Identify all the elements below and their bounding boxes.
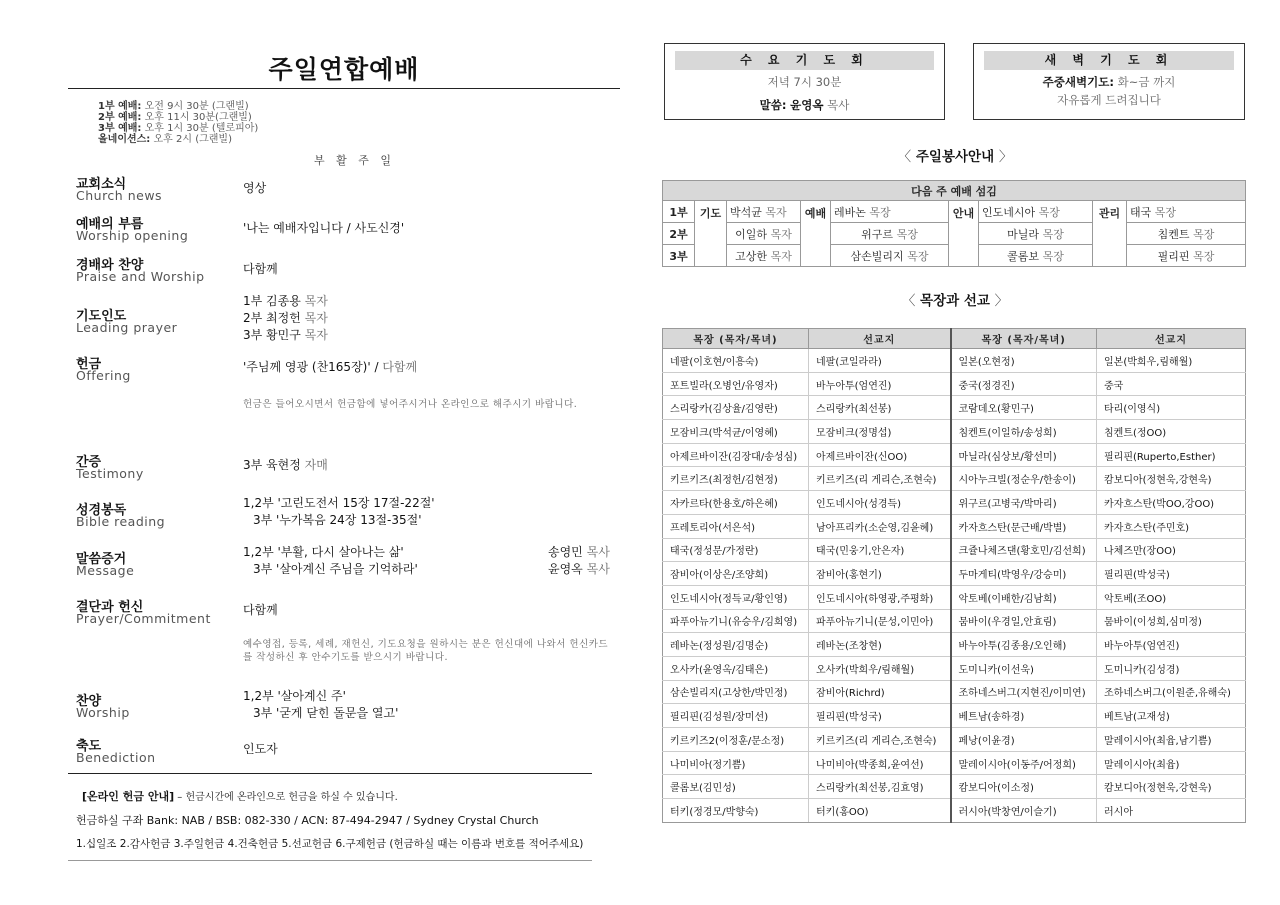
section-note: 헌금은 들어오시면서 헌금함에 넣어주시거나 온라인으로 해주시기 바랍니다. bbox=[243, 399, 578, 410]
online-offering-notice: [온라인 헌금 안내] – 헌금시간에 온라인으로 헌금을 하실 수 있습니다. bbox=[82, 790, 398, 803]
section-value: 인도자 bbox=[243, 742, 278, 756]
table-cell: 바누아투(엄연진) bbox=[809, 372, 951, 396]
table-cell: 시아누크빌(정순우/한송이) bbox=[951, 467, 1097, 491]
table-header-row bbox=[663, 329, 1246, 349]
prayer-preacher: 말씀: 윤영옥 목사 bbox=[759, 98, 850, 112]
section-note: 예수영접, 등록, 세례, 재헌신, 기도요청을 원하시는 분은 헌신대에 나와서 헌신카드를 작성하신 후 안수기도를 받으시기 바랍니다. bbox=[243, 639, 609, 663]
table-cell: 뭄바이(우경일,안효림) bbox=[951, 609, 1097, 633]
table-row: 2부 이일하 목자 위구르 목장 마닐라 목장 침켄트 목장 bbox=[663, 223, 1246, 245]
table-cell: 바누아투(엄연진) bbox=[1097, 633, 1246, 657]
table-cell: 러시아 bbox=[1097, 799, 1246, 823]
service-table bbox=[662, 180, 1246, 267]
section-title: 예배의 부름 bbox=[76, 217, 144, 232]
table-cell: 태국(민웅기,안은자) bbox=[809, 538, 951, 562]
table-row bbox=[663, 467, 1246, 491]
section-title: 찬양 bbox=[76, 694, 102, 709]
column-header: 목장 (목자/목녀) bbox=[951, 329, 1097, 349]
service-time-row: 1부 예배: 오전 9시 30분 (그랜빌) bbox=[98, 101, 249, 112]
table-cell: 레바논(조창현) bbox=[809, 633, 951, 657]
section-value: 1부 김종용 목자 2부 최정헌 목자 3부 황민구 목자 bbox=[243, 294, 328, 342]
table-header: 다음 주 예배 섬김 bbox=[663, 181, 1246, 201]
table-cell: 파푸아뉴기니(문성,이민아) bbox=[809, 609, 951, 633]
section-value: 영상 bbox=[243, 181, 267, 195]
table-cell: 오사카(윤영옥/김태은) bbox=[663, 656, 809, 680]
bank-account: 헌금하실 구좌 Bank: NAB / BSB: 082-330 / ACN: 87-494-2947 / Sydney Crystal Church bbox=[76, 814, 539, 827]
table-cell: 중국(정경진) bbox=[951, 372, 1097, 396]
preacher-names: 송영민 목사 윤영옥 목사 bbox=[548, 545, 610, 576]
table-row bbox=[663, 680, 1246, 704]
table-row bbox=[663, 633, 1246, 657]
table-cell: 인도네시아(성경득) bbox=[809, 491, 951, 515]
table-cell: 네팔(코일라라) bbox=[809, 349, 951, 373]
table-row bbox=[663, 514, 1246, 538]
table-cell: 악토베(이배한/김남희) bbox=[951, 585, 1097, 609]
service-time-row: 3부 예배: 오후 1시 30분 (텔로피아) bbox=[98, 123, 259, 134]
section-subtitle: Offering bbox=[76, 368, 131, 383]
table-row bbox=[663, 751, 1246, 775]
table-cell: 파푸아뉴기니(유승우/김희영) bbox=[663, 609, 809, 633]
box-title: 새 벽 기 도 회 bbox=[984, 51, 1234, 70]
table-cell: 필리핀(박성국) bbox=[1097, 562, 1246, 586]
table-cell: 프레토리아(서은석) bbox=[663, 514, 809, 538]
table-row bbox=[663, 775, 1246, 799]
table-cell: 침켄트(이일하/송성희) bbox=[951, 420, 1097, 444]
table-row bbox=[663, 728, 1246, 752]
table-cell: 태국(정성문/가정란) bbox=[663, 538, 809, 562]
table-cell: 아제르바이잔(김장대/송성심) bbox=[663, 443, 809, 467]
table-cell: 나체즈만(장OO) bbox=[1097, 538, 1246, 562]
table-cell: 필리핀(박성국) bbox=[809, 704, 951, 728]
table-cell: 위구르(고병국/박마리) bbox=[951, 491, 1097, 515]
table-cell: 카자흐스탄(문근배/박별) bbox=[951, 514, 1097, 538]
section-subtitle: Church news bbox=[76, 188, 163, 203]
table-row bbox=[663, 372, 1246, 396]
table-cell: 마닐라(심상보/황선미) bbox=[951, 443, 1097, 467]
section-subtitle: Testimony bbox=[76, 466, 144, 481]
section-subtitle: Leading prayer bbox=[76, 320, 178, 335]
column-header: 선교지 bbox=[1097, 329, 1246, 349]
section-title: 경배와 찬양 bbox=[76, 258, 144, 273]
table-row bbox=[663, 704, 1246, 728]
table-cell: 캄보디아(정현욱,강현욱) bbox=[1097, 467, 1246, 491]
table-cell: 페낭(이윤경) bbox=[951, 728, 1097, 752]
table-row bbox=[663, 420, 1246, 444]
table-cell: 조하네스버그(지현진/이미연) bbox=[951, 680, 1097, 704]
section-subtitle: Worship opening bbox=[76, 228, 189, 243]
table-cell: 캄보디아(이소정) bbox=[951, 775, 1097, 799]
table-cell: 말레이시아(최윱) bbox=[1097, 751, 1246, 775]
section-value: 다함께 bbox=[243, 262, 278, 276]
table-cell: 베트남(고재성) bbox=[1097, 704, 1246, 728]
table-row bbox=[663, 585, 1246, 609]
service-time-row: 2부 예배: 오후 11시 30분(그랜빌) bbox=[98, 112, 252, 123]
mission-table bbox=[662, 328, 1246, 823]
table-cell: 오사카(박희우/림해월) bbox=[809, 656, 951, 680]
table-row bbox=[663, 349, 1246, 373]
section-value: 3부 육현정 자매 bbox=[243, 458, 328, 472]
table-row bbox=[663, 562, 1246, 586]
table-cell: 코람데오(황민구) bbox=[951, 396, 1097, 420]
dawn-prayer-box bbox=[973, 43, 1245, 120]
table-cell: 두마게티(박영우/강승미) bbox=[951, 562, 1097, 586]
wednesday-prayer-box bbox=[664, 43, 945, 120]
section-title: 말씀증거 bbox=[76, 552, 127, 567]
table-cell: 필리핀(Ruperto,Esther) bbox=[1097, 443, 1246, 467]
table-cell: 인도네시아(정득교/황인영) bbox=[663, 585, 809, 609]
table-cell: 모잠비크(정명섭) bbox=[809, 420, 951, 444]
worship-bulletin bbox=[68, 40, 620, 870]
section-subtitle: Worship bbox=[76, 705, 130, 720]
table-cell: 키르키즈2(이정훈/문소정) bbox=[663, 728, 809, 752]
table-cell: 말레이시아(최윱,남기쁨) bbox=[1097, 728, 1246, 752]
table-cell: 뭄바이(이성희,심미정) bbox=[1097, 609, 1246, 633]
page-title: 주일연합예배 bbox=[268, 55, 420, 84]
table-cell: 자카르타(한용호/하은혜) bbox=[663, 491, 809, 515]
table-row: 1부 기도 박석균 목자 예배 레바논 목장 안내 인도네시아 목장 관리 태국 목장 bbox=[663, 201, 1246, 223]
table-cell: 터키(홍OO) bbox=[809, 799, 951, 823]
section-value: 다함께 bbox=[243, 603, 278, 617]
table-cell: 침켄트(정OO) bbox=[1097, 420, 1246, 444]
section-title: 결단과 헌신 bbox=[76, 600, 144, 615]
table-cell: 타리(이영식) bbox=[1097, 396, 1246, 420]
table-cell: 도미니카(김성경) bbox=[1097, 656, 1246, 680]
table-cell: 필리핀(김성원/장미선) bbox=[663, 704, 809, 728]
table-cell: 스리랑카(최선봉,김효영) bbox=[809, 775, 951, 799]
prayer-note: 자유롭게 드려집니다 bbox=[1057, 93, 1161, 107]
divider bbox=[68, 860, 592, 861]
table-cell: 카자흐스탄(주민호) bbox=[1097, 514, 1246, 538]
table-cell: 캄보디아(정현욱,강현욱) bbox=[1097, 775, 1246, 799]
table-cell: 바누아투(김종용/오인해) bbox=[951, 633, 1097, 657]
prayer-schedule: 주중새벽기도: 화~금 까지 bbox=[1042, 75, 1176, 89]
section-subtitle: Bible reading bbox=[76, 514, 166, 529]
section-value: 1,2부 '살아계신 주' 3부 '굳게 닫힌 돌문을 열고' bbox=[243, 689, 399, 720]
table-cell: 조하네스버그(이원준,유해숙) bbox=[1097, 680, 1246, 704]
table-row bbox=[663, 799, 1246, 823]
table-cell: 잠비아(이상은/조양희) bbox=[663, 562, 809, 586]
table-row: 3부 고상한 목자 삼손빌리지 목장 콜롬보 목장 필리핀 목장 bbox=[663, 245, 1246, 267]
prayer-time: 저녁 7시 30분 bbox=[767, 75, 842, 89]
section-title: 축도 bbox=[76, 739, 102, 754]
table-cell: 말레이시아(이동주/어정희) bbox=[951, 751, 1097, 775]
table-cell: 콜롬보(김민성) bbox=[663, 775, 809, 799]
table-cell: 러시아(박창연/이슬기) bbox=[951, 799, 1097, 823]
table-cell: 스리랑카(김상율/김영란) bbox=[663, 396, 809, 420]
section-value: 1,2부 '고린도전서 15장 17절-22절' 3부 '누가복음 24장 13절-35절' bbox=[243, 496, 435, 527]
section-title: 헌금 bbox=[76, 357, 102, 372]
section-subtitle: Benediction bbox=[76, 750, 156, 765]
table-cell: 인도네시아(하영광,주평화) bbox=[809, 585, 951, 609]
table-cell: 잠비아(홍현기) bbox=[809, 562, 951, 586]
table-cell: 카자흐스탄(박OO,강OO) bbox=[1097, 491, 1246, 515]
table-cell: 키르키즈(리 게리슨,조현숙) bbox=[809, 728, 951, 752]
table-cell: 도미니카(이선욱) bbox=[951, 656, 1097, 680]
table-cell: 레바논(정성원/김명순) bbox=[663, 633, 809, 657]
table-cell: 아제르바이잔(신OO) bbox=[809, 443, 951, 467]
section-title: 기도인도 bbox=[76, 309, 127, 324]
section-subtitle: Prayer/Commitment bbox=[76, 611, 211, 626]
table-cell: 크쥴나체즈댄(황호민/김선희) bbox=[951, 538, 1097, 562]
box-title: 수 요 기 도 회 bbox=[675, 51, 934, 70]
sunday-label: 부 활 주 일 bbox=[314, 154, 395, 167]
section-subtitle: Message bbox=[76, 563, 135, 578]
section-title: 간증 bbox=[76, 455, 102, 470]
table-cell: 남아프리카(소순영,김윤혜) bbox=[809, 514, 951, 538]
title-divider bbox=[68, 88, 620, 89]
table-cell: 나미비아(정기쁨) bbox=[663, 751, 809, 775]
table-cell: 터키(정경모/박향숙) bbox=[663, 799, 809, 823]
table-cell: 네팔(이호현/이흥숙) bbox=[663, 349, 809, 373]
table-cell: 일본(박희우,림해월) bbox=[1097, 349, 1246, 373]
table-cell: 포트빌라(오병언/유영자) bbox=[663, 372, 809, 396]
offering-types: 1.십일조 2.감사헌금 3.주일헌금 4.건축헌금 5.선교헌금 6.구제헌금 (헌금하실 때는 이름과 번호를 적어주세요) bbox=[76, 838, 584, 850]
table-cell: 중국 bbox=[1097, 372, 1246, 396]
section-value: '주님께 영광 (찬165장)' / 다함께 bbox=[243, 360, 418, 374]
table-cell: 악토베(조OO) bbox=[1097, 585, 1246, 609]
column-header: 선교지 bbox=[809, 329, 951, 349]
table-cell: 베트남(송하경) bbox=[951, 704, 1097, 728]
table-row bbox=[663, 609, 1246, 633]
table-row bbox=[663, 491, 1246, 515]
table-row bbox=[663, 656, 1246, 680]
mission-section-title: 〈 목장과 선교 〉 bbox=[901, 293, 1009, 309]
column-header: 목장 (목자/목녀) bbox=[663, 329, 809, 349]
service-section-title: 〈 주일봉사안내 〉 bbox=[897, 149, 1013, 165]
service-times bbox=[98, 101, 258, 145]
section-title: 교회소식 bbox=[76, 177, 127, 192]
table-cell: 잠비아(Richrd) bbox=[809, 680, 951, 704]
table-cell: 스리랑카(최선봉) bbox=[809, 396, 951, 420]
table-cell: 모잠비크(박석균/이영혜) bbox=[663, 420, 809, 444]
section-value: '나는 예배자입니다 / 사도신경' bbox=[243, 221, 405, 235]
section-value: 1,2부 '부활, 다시 살아나는 삶' 3부 '살아계신 주님을 기억하라' bbox=[243, 545, 418, 576]
table-cell: 나미비아(박종희,윤여선) bbox=[809, 751, 951, 775]
section-subtitle: Praise and Worship bbox=[76, 269, 205, 284]
table-row bbox=[663, 538, 1246, 562]
section-title: 성경봉독 bbox=[76, 503, 127, 518]
table-cell: 키르키즈(리 게리슨,조현숙) bbox=[809, 467, 951, 491]
service-time-row: 올네이션스: 오후 2시 (그랜빌) bbox=[98, 134, 232, 145]
table-cell: 키르키즈(최정헌/김현정) bbox=[663, 467, 809, 491]
table-row bbox=[663, 443, 1246, 467]
divider bbox=[68, 773, 592, 774]
table-row bbox=[663, 396, 1246, 420]
table-cell: 삼손빌리지(고상한/박민정) bbox=[663, 680, 809, 704]
table-cell: 일본(오현정) bbox=[951, 349, 1097, 373]
